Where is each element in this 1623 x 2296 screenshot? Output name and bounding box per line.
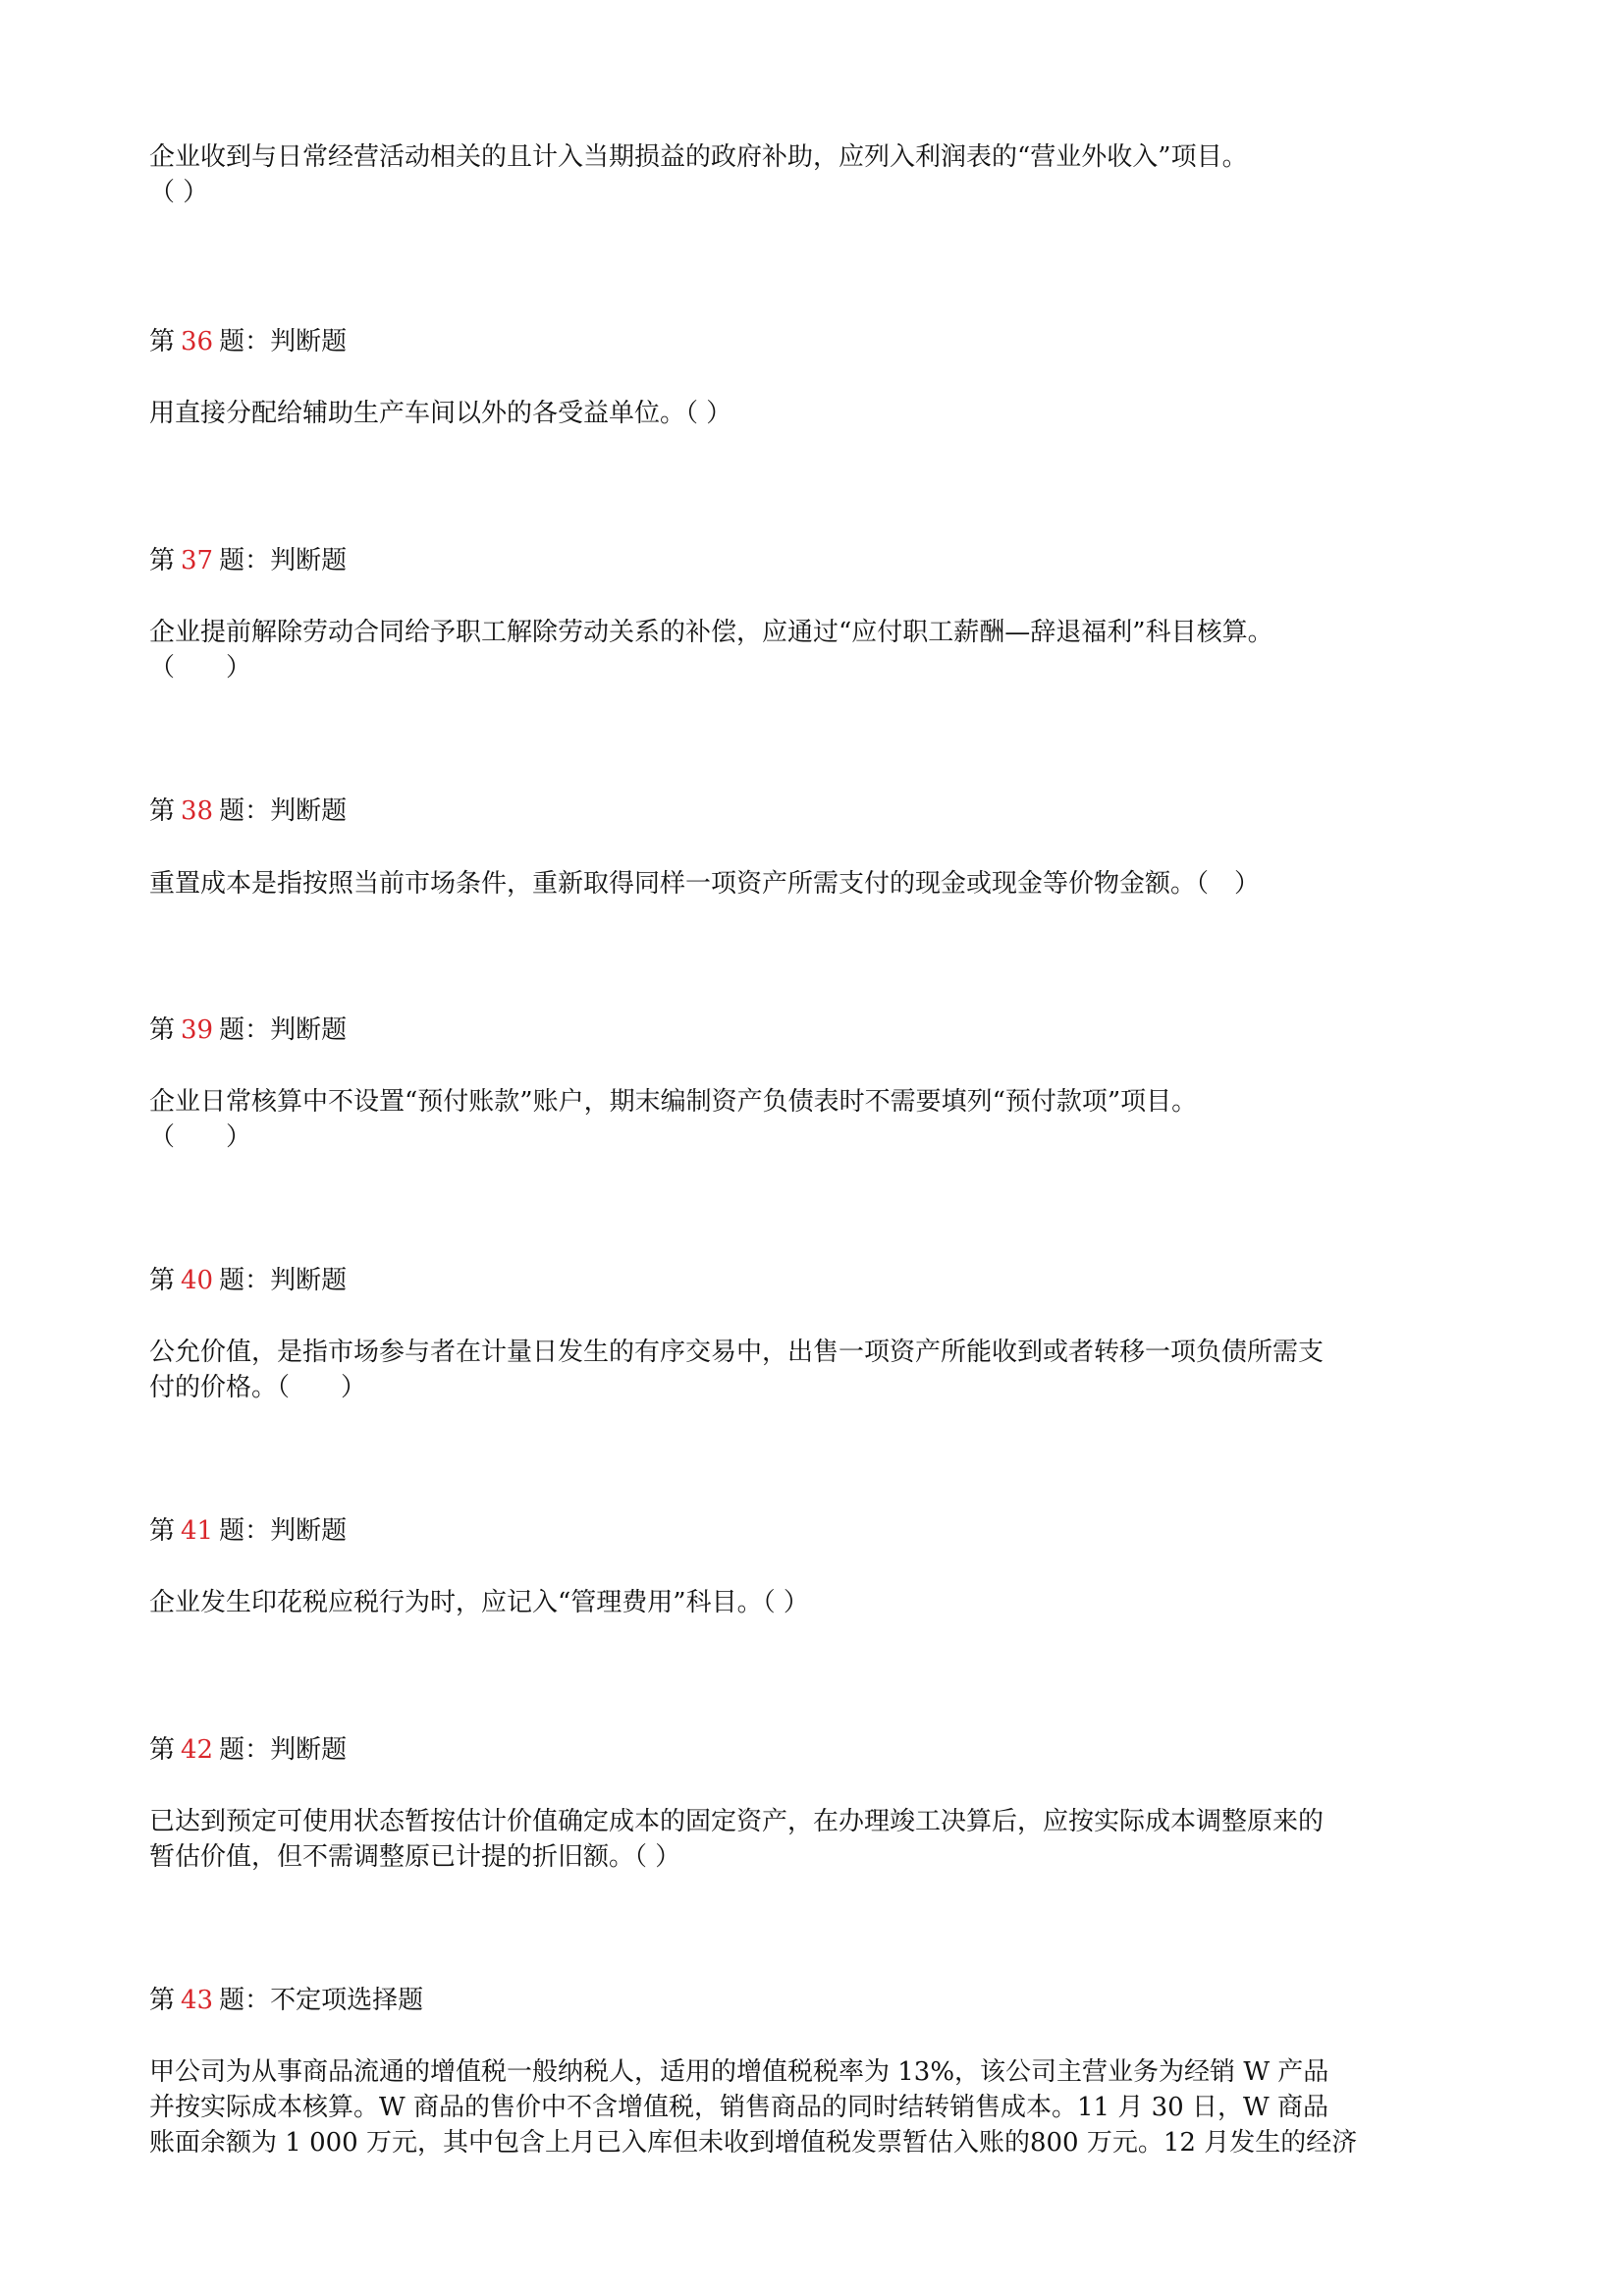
question-type: 题：判断题 bbox=[219, 796, 348, 826]
question-line: 企业发生印花税应税行为时，应记入“管理费用”科目。（ ） bbox=[149, 1588, 809, 1617]
question-prefix: 第 bbox=[149, 1516, 176, 1546]
question-line: 付的价格。（ ） bbox=[149, 1373, 367, 1402]
question-body bbox=[149, 615, 1485, 685]
question-type: 题：判断题 bbox=[219, 1266, 348, 1295]
question-line: （ ） bbox=[149, 653, 252, 683]
question-number: 38 bbox=[181, 796, 214, 826]
question-number: 40 bbox=[181, 1266, 214, 1295]
question-body bbox=[149, 866, 1485, 902]
question-header bbox=[149, 793, 1485, 829]
question-prefix: 第 bbox=[149, 1735, 176, 1765]
question-header bbox=[149, 1012, 1485, 1048]
question-line: 暂估价值，但不需调整原已计提的折旧额。（ ） bbox=[149, 1842, 681, 1872]
question-type: 题：判断题 bbox=[219, 327, 348, 356]
question-prefix: 第 bbox=[149, 327, 176, 356]
question-type: 题：判断题 bbox=[219, 1516, 348, 1546]
question-number: 39 bbox=[181, 1015, 214, 1045]
question-body bbox=[149, 1084, 1485, 1155]
question-number: 37 bbox=[181, 546, 214, 575]
question-prefix: 第 bbox=[149, 1986, 176, 2015]
intro-paragraph bbox=[149, 139, 1485, 210]
question-type: 题：判断题 bbox=[219, 1015, 348, 1045]
question-line: 甲公司为从事商品流通的增值税一般纳税人，适用的增值税税率为 13%，该公司主营业务为经销 W 产品 bbox=[149, 2057, 1329, 2087]
question-body bbox=[149, 1335, 1485, 1405]
question-line: 已达到预定可使用状态暂按估计价值确定成本的固定资产，在办理竣工决算后，应按实际成本调整原来的 bbox=[149, 1807, 1325, 1836]
question-line: 用直接分配给辅助生产车间以外的各受益单位。（ ） bbox=[149, 399, 732, 428]
question-header bbox=[149, 1732, 1485, 1768]
question-prefix: 第 bbox=[149, 546, 176, 575]
question-line: （ ） bbox=[149, 1122, 252, 1152]
question-body bbox=[149, 396, 1485, 431]
intro-line: 企业收到与日常经营活动相关的且计入当期损益的政府补助，应列入利润表的“营业外收入”项目。 bbox=[149, 142, 1248, 172]
question-line: 并按实际成本核算。W 商品的售价中不含增值税，销售商品的同时结转销售成本。11 月 30 日，W 商品 bbox=[149, 2093, 1328, 2122]
question-prefix: 第 bbox=[149, 796, 176, 826]
question-number: 36 bbox=[181, 327, 214, 356]
question-type: 题：判断题 bbox=[219, 546, 348, 575]
question-line: 重置成本是指按照当前市场条件，重新取得同样一项资产所需支付的现金或现金等价物金额。（ ） bbox=[149, 869, 1261, 899]
question-header bbox=[149, 1983, 1485, 2018]
intro-line: （ ） bbox=[149, 178, 209, 207]
question-prefix: 第 bbox=[149, 1015, 176, 1045]
question-number: 42 bbox=[181, 1735, 214, 1765]
question-line: 企业提前解除劳动合同给予职工解除劳动关系的补偿，应通过“应付职工薪酬—辞退福利”科目核算。 bbox=[149, 618, 1273, 647]
question-header bbox=[149, 1513, 1485, 1549]
question-prefix: 第 bbox=[149, 1266, 176, 1295]
question-line: 企业日常核算中不设置“预付账款”账户，期末编制资产负债表时不需要填列“预付款项”项目。 bbox=[149, 1087, 1198, 1117]
question-line: 账面余额为 1 000 万元，其中包含上月已入库但未收到增值税发票暂估入账的800 万元。12 月发生的经济 bbox=[149, 2128, 1358, 2158]
question-type: 题：不定项选择题 bbox=[219, 1986, 424, 2015]
question-header bbox=[149, 1263, 1485, 1298]
question-number: 43 bbox=[181, 1986, 214, 2015]
question-type: 题：判断题 bbox=[219, 1735, 348, 1765]
question-body bbox=[149, 1585, 1485, 1620]
question-header bbox=[149, 543, 1485, 578]
question-line: 公允价值，是指市场参与者在计量日发生的有序交易中，出售一项资产所能收到或者转移一项负债所需支 bbox=[149, 1338, 1325, 1367]
question-header bbox=[149, 324, 1485, 359]
question-number: 41 bbox=[181, 1516, 214, 1546]
question-body bbox=[149, 2054, 1485, 2160]
question-body bbox=[149, 1804, 1485, 1875]
